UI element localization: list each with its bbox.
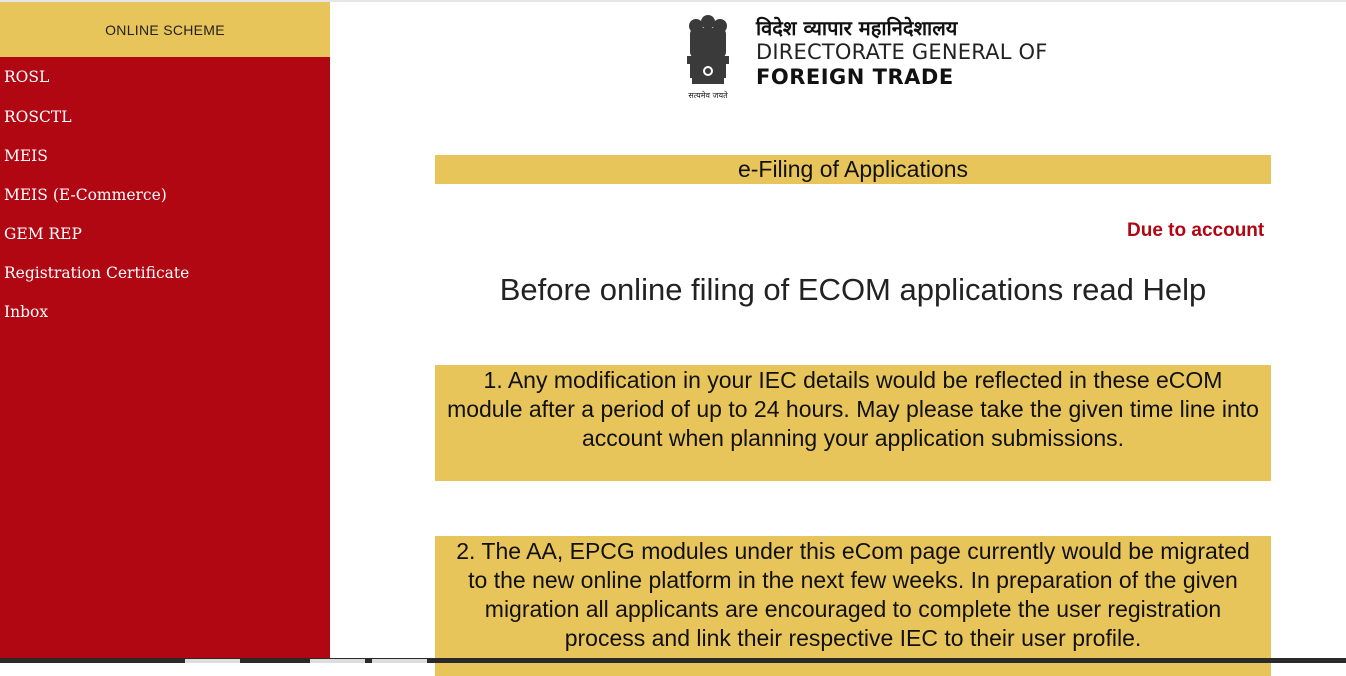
- sidebar-menu: [0, 57, 330, 331]
- help-instruction: Before online filing of ECOM applications read Help: [499, 272, 1207, 307]
- efiling-banner: e-Filing of Applications: [435, 155, 1271, 184]
- sidebar-item-inbox[interactable]: Inbox: [4, 302, 49, 321]
- sidebar-item-registration-certificate[interactable]: Registration Certificate: [4, 263, 190, 282]
- taskbar-button[interactable]: [372, 659, 427, 663]
- org-name-hindi: विदेश व्यापार महानिदेशालय: [756, 16, 958, 40]
- notice-1: 1. Any modification in your IEC details would be reflected in these eCOM module after a period of up to 24 hours. May please take the given time line into account when planning your application submissions.: [435, 365, 1271, 481]
- scrolling-announcement: [435, 218, 1271, 248]
- announcement-text: Due to account: [1127, 220, 1265, 241]
- sidebar-item-rosctl[interactable]: ROSCTL: [4, 107, 72, 126]
- national-emblem-icon: [676, 12, 740, 102]
- sidebar: [0, 2, 330, 663]
- sidebar-item-meis-ecommerce[interactable]: MEIS (E-Commerce): [4, 185, 167, 204]
- sidebar-item-gem-rep[interactable]: GEM REP: [4, 224, 82, 243]
- notice-2: 2. The AA, EPCG modules under this eCom page currently would be migrated to the new online platform in the next few weeks. In preparation of the given migration all applicants are encouraged to complete the user registration process and link their respective IEC to their user profile.: [435, 536, 1271, 676]
- emblem-motto: सत्यमेव जयते: [688, 91, 728, 100]
- taskbar-button[interactable]: [185, 659, 240, 663]
- taskbar: [0, 658, 1346, 663]
- taskbar-button[interactable]: [310, 659, 365, 663]
- org-name: [756, 16, 1048, 89]
- sidebar-item-rosl[interactable]: ROSL: [4, 68, 50, 86]
- dgft-logo: [676, 12, 1056, 104]
- org-name-line1: DIRECTORATE GENERAL OF: [756, 40, 1048, 64]
- org-name-line2: FOREIGN TRADE: [756, 65, 954, 89]
- sidebar-header: ONLINE SCHEME: [0, 2, 330, 57]
- sidebar-item-meis[interactable]: MEIS: [4, 146, 48, 165]
